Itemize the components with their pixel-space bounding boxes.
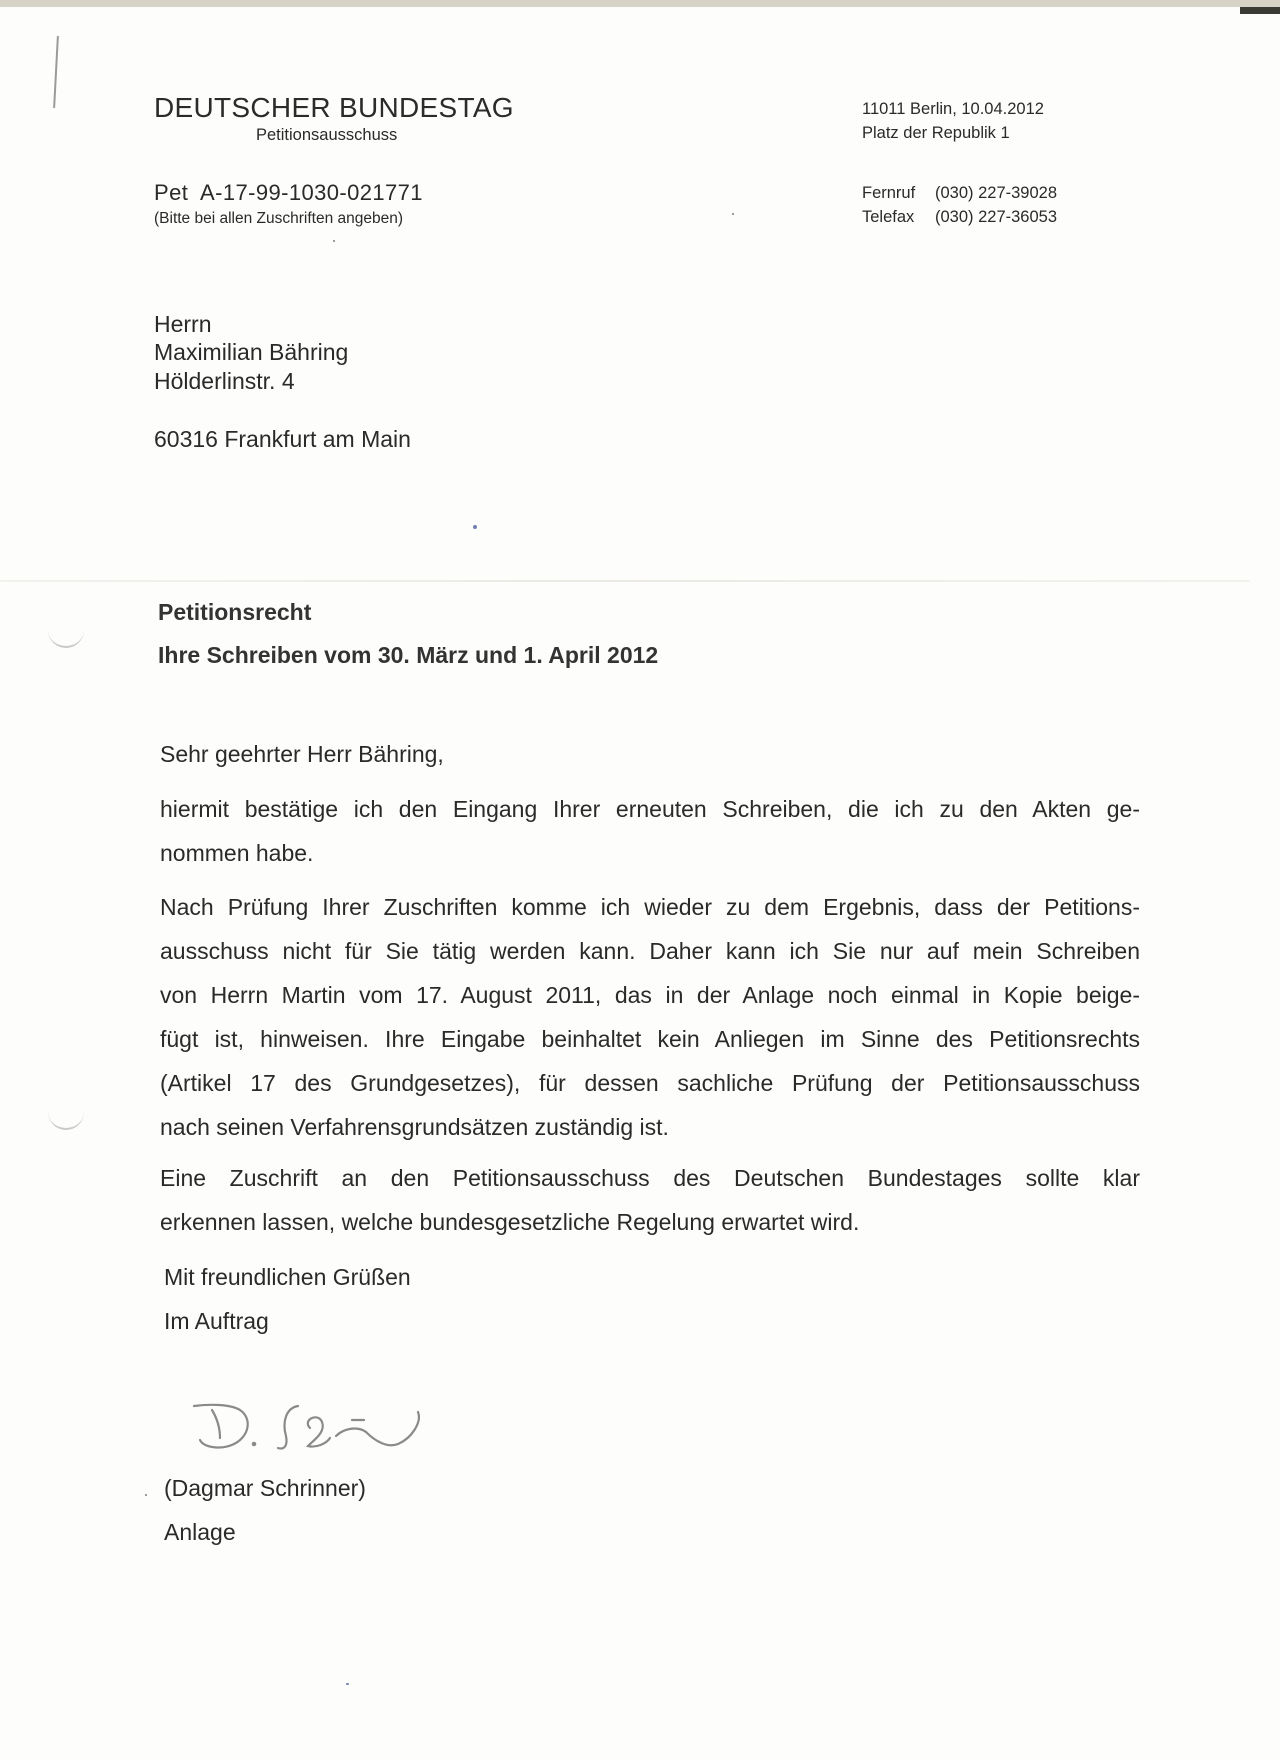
scan-top-edge: [0, 0, 1280, 7]
reference-hint: (Bitte bei allen Zuschriften angeben): [154, 210, 404, 227]
recipient-name: Maximilian Bähring: [154, 339, 349, 365]
body-line: nommen habe.: [160, 840, 314, 866]
enclosure-note: Anlage: [164, 1519, 236, 1545]
scan-speck: [473, 525, 477, 529]
body-line: (Artikel 17 des Grundgesetzes), für dessen sachliche Prüfung der Petitionsausschuss: [160, 1070, 1140, 1096]
phone-row: [862, 184, 1057, 203]
paragraph-1: [160, 787, 1140, 875]
phone-label: Fernruf: [862, 184, 916, 202]
fax-label: Telefax: [862, 208, 915, 226]
scan-margin-mark: [53, 36, 59, 108]
paragraph-3: [160, 1156, 1140, 1244]
paper-fold-line: [0, 580, 1250, 582]
punch-hole-bottom: [48, 1110, 84, 1130]
body-line: erkennen lassen, welche bundesgesetzliche Regelung erwartet wird.: [160, 1209, 860, 1235]
body-line: ausschuss nicht für Sie tätig werden kann. Daher kann ich Sie nur auf mein Schreiben: [160, 938, 1140, 964]
subject-line-2: Ihre Schreiben vom 30. März und 1. April 2012: [158, 642, 659, 668]
body-line: fügt ist, hinweisen. Ihre Eingabe beinhaltet kein Anliegen im Sinne des Petitionsrechts: [160, 1026, 1140, 1052]
fax-number: (030) 227-36053: [935, 208, 1058, 226]
body-line: von Herrn Martin vom 17. August 2011, das in der Anlage noch einmal in Kopie beige-: [160, 982, 1140, 1008]
scan-speck: [333, 240, 335, 242]
subject-line-1: Petitionsrecht: [158, 599, 312, 625]
paragraph-2: [160, 885, 1140, 1149]
body-line: Eine Zuschrift an den Petitionsausschuss des Deutschen Bundestages sollte klar: [160, 1165, 1140, 1191]
body-line: hiermit bestätige ich den Eingang Ihrer erneuten Schreiben, die ich zu den Akten ge-: [160, 796, 1140, 822]
punch-hole-top: [48, 628, 84, 648]
signatory-name: (Dagmar Schrinner): [164, 1475, 366, 1501]
reference-number: Pet A-17-99-1030-021771: [154, 180, 423, 205]
committee-name: Petitionsausschuss: [256, 126, 398, 144]
recipient-city: 60316 Frankfurt am Main: [154, 426, 411, 452]
scan-corner-mark: [1240, 7, 1280, 14]
organization-name: DEUTSCHER BUNDESTAG: [154, 92, 514, 123]
handwritten-signature: [190, 1398, 450, 1473]
body-line: nach seinen Verfahrensgrundsätzen zuständig ist.: [160, 1114, 669, 1140]
recipient-street: Hölderlinstr. 4: [154, 368, 295, 394]
recipient-salutation: Herrn: [154, 311, 212, 337]
salutation: Sehr geehrter Herr Bähring,: [160, 741, 444, 767]
body-line: Nach Prüfung Ihrer Zuschriften komme ich wieder zu dem Ergebnis, dass der Petitions-: [160, 894, 1140, 920]
sender-street: Platz der Republik 1: [862, 124, 1010, 142]
closing-greeting: Mit freundlichen Grüßen: [164, 1264, 411, 1290]
signature-icon: [190, 1398, 450, 1468]
scan-speck: [732, 213, 734, 215]
scan-speck: [346, 1683, 349, 1685]
phone-number: (030) 227-39028: [935, 184, 1058, 202]
closing-by-order: Im Auftrag: [164, 1308, 269, 1334]
fax-row: [862, 208, 1057, 227]
place-date: 11011 Berlin, 10.04.2012: [862, 100, 1044, 118]
scan-speck: [145, 1494, 147, 1496]
